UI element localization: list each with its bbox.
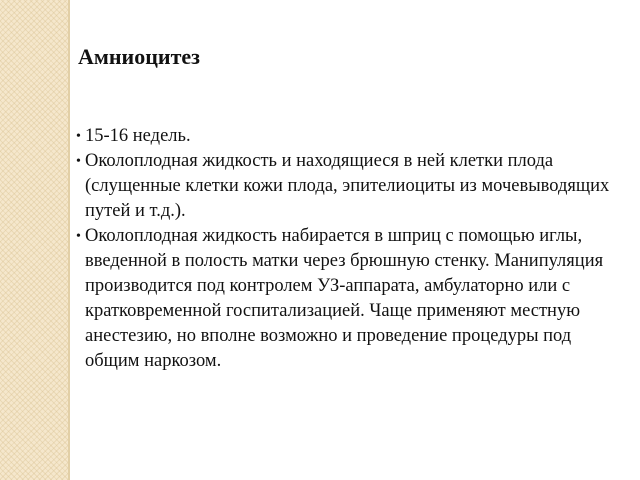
bullet-text: Околоплодная жидкость набирается в шприц с помощью иглы, введенной в полость матки через брюшную стенку. Манипуляция производится под контролем УЗ-аппарата, амбулаторно или с кратковременной госпитализацией. Чаще применяют местную анестезию, но вполне возможно и проведение процедуры под общим наркозом. xyxy=(85,226,604,371)
bullet-item xyxy=(76,224,616,374)
bullet-text: Околоплодная жидкость и находящиеся в ней клетки плода (слущенные клетки кожи плода, эпителиоциты из мочевыводящих путей и т.д.). xyxy=(85,151,610,221)
bullet-item xyxy=(76,149,616,224)
bullet-item xyxy=(76,124,616,149)
bullet-dot-icon: • xyxy=(76,154,81,169)
decorative-sidebar xyxy=(0,0,68,480)
slide-title: Амниоцитез xyxy=(78,44,200,69)
bullet-list xyxy=(76,124,616,374)
sidebar-divider xyxy=(68,0,70,480)
bullet-dot-icon: • xyxy=(76,129,81,144)
bullet-text: 15-16 недель. xyxy=(85,126,191,146)
bullet-dot-icon: • xyxy=(76,229,81,244)
